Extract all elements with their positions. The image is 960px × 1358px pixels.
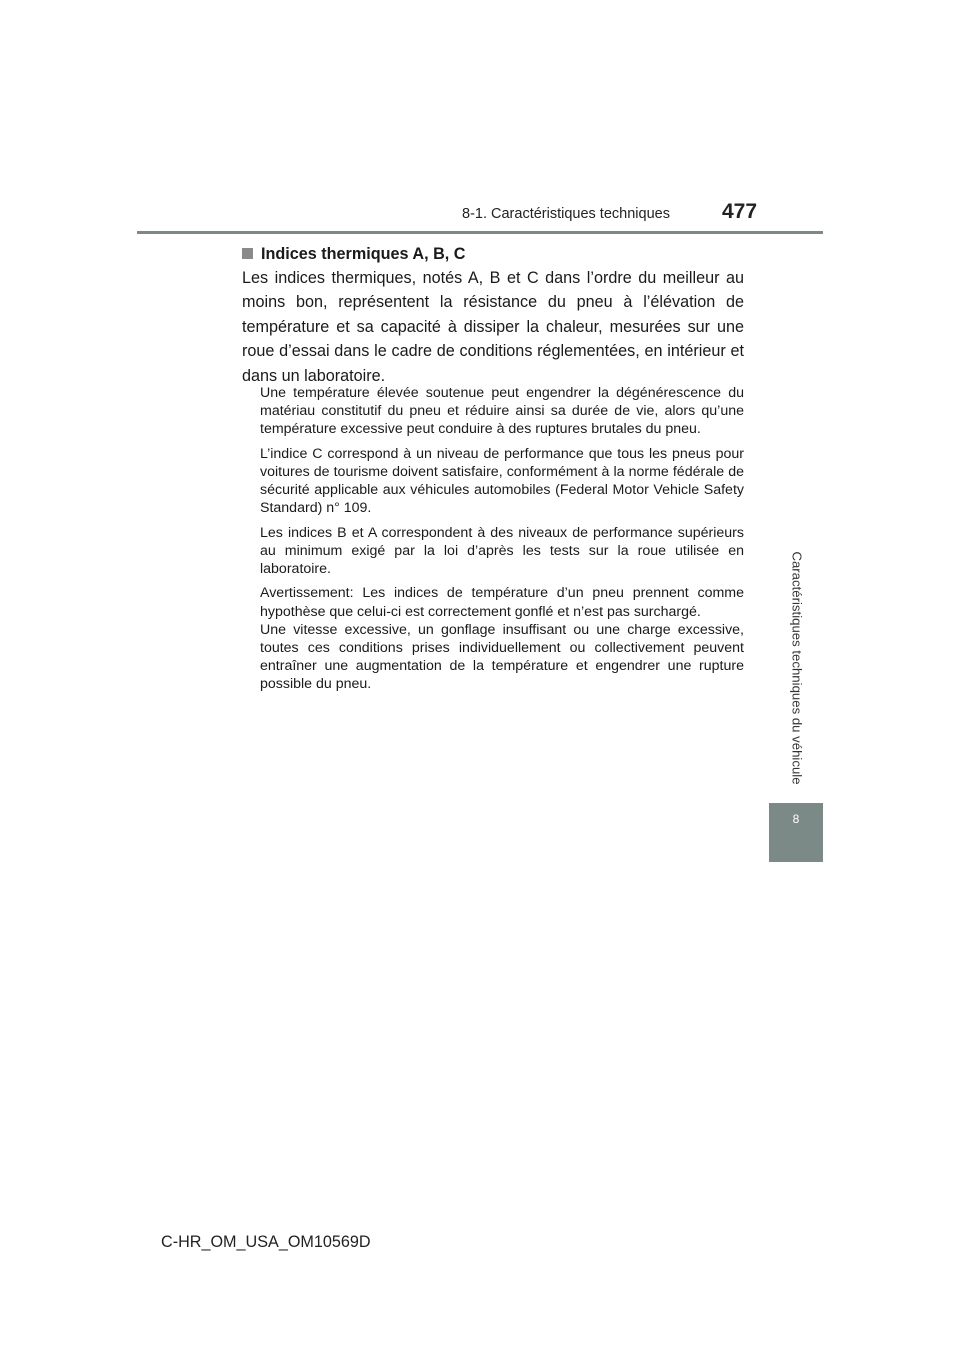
square-bullet-icon xyxy=(242,248,253,259)
note-paragraph: Avertissement: Les indices de température d’un pneu prennent comme hypothèse que celui-ci est correctement gonflé et n’est pas surchargé. xyxy=(260,585,744,620)
intro-paragraph: Les indices thermiques, notés A, B et C dans l’ordre du meilleur au moins bon, représentent la résistance du pneu à l’élévation de température et sa capacité à dissiper la chaleur, mesurées sur une roue d’essai dans le cadre de conditions réglementées, en intérieur et dans un laboratoire. xyxy=(242,269,744,385)
chapter-tab xyxy=(787,533,807,803)
notes-block xyxy=(260,384,744,700)
page-number: 477 xyxy=(722,200,758,223)
chapter-title: Caractéristiques techniques du véhicule xyxy=(789,551,805,785)
header-divider xyxy=(137,231,823,234)
chapter-number: 8 xyxy=(792,812,800,826)
note-paragraph: L’indice C correspond à un niveau de performance que tous les pneus pour voitures de tourisme doivent satisfaire, conformément à la norme fédérale de sécurité applicable aux véhicules automobiles (Federal Motor Vehicle Safety Standard) n° 109. xyxy=(260,445,744,517)
chapter-number-tab xyxy=(769,803,823,862)
note-paragraph: Une vitesse excessive, un gonflage insuffisant ou une charge excessive, toutes ces conditions prises individuellement ou collectivement peuvent entraîner une augmentation de la température et engendrer une rupture possible du pneu. xyxy=(260,621,744,692)
section-title: 8-1. Caractéristiques techniques xyxy=(462,206,670,222)
section-heading-text: Indices thermiques A, B, C xyxy=(261,245,466,263)
section-heading xyxy=(242,245,466,264)
note-paragraph: Une température élevée soutenue peut engendrer la dégénérescence du matériau constitutif du pneu et réduire ainsi sa durée de vie, alors qu’une température excessive peut conduire à des ruptures brutales du pneu. xyxy=(260,385,744,438)
document-code: C-HR_OM_USA_OM10569D xyxy=(161,1233,371,1251)
note-paragraph: Les indices B et A correspondent à des niveaux de performance supérieurs au minimum exigé par la loi d’après les tests sur la roue utilisée en laboratoire. xyxy=(260,524,744,577)
